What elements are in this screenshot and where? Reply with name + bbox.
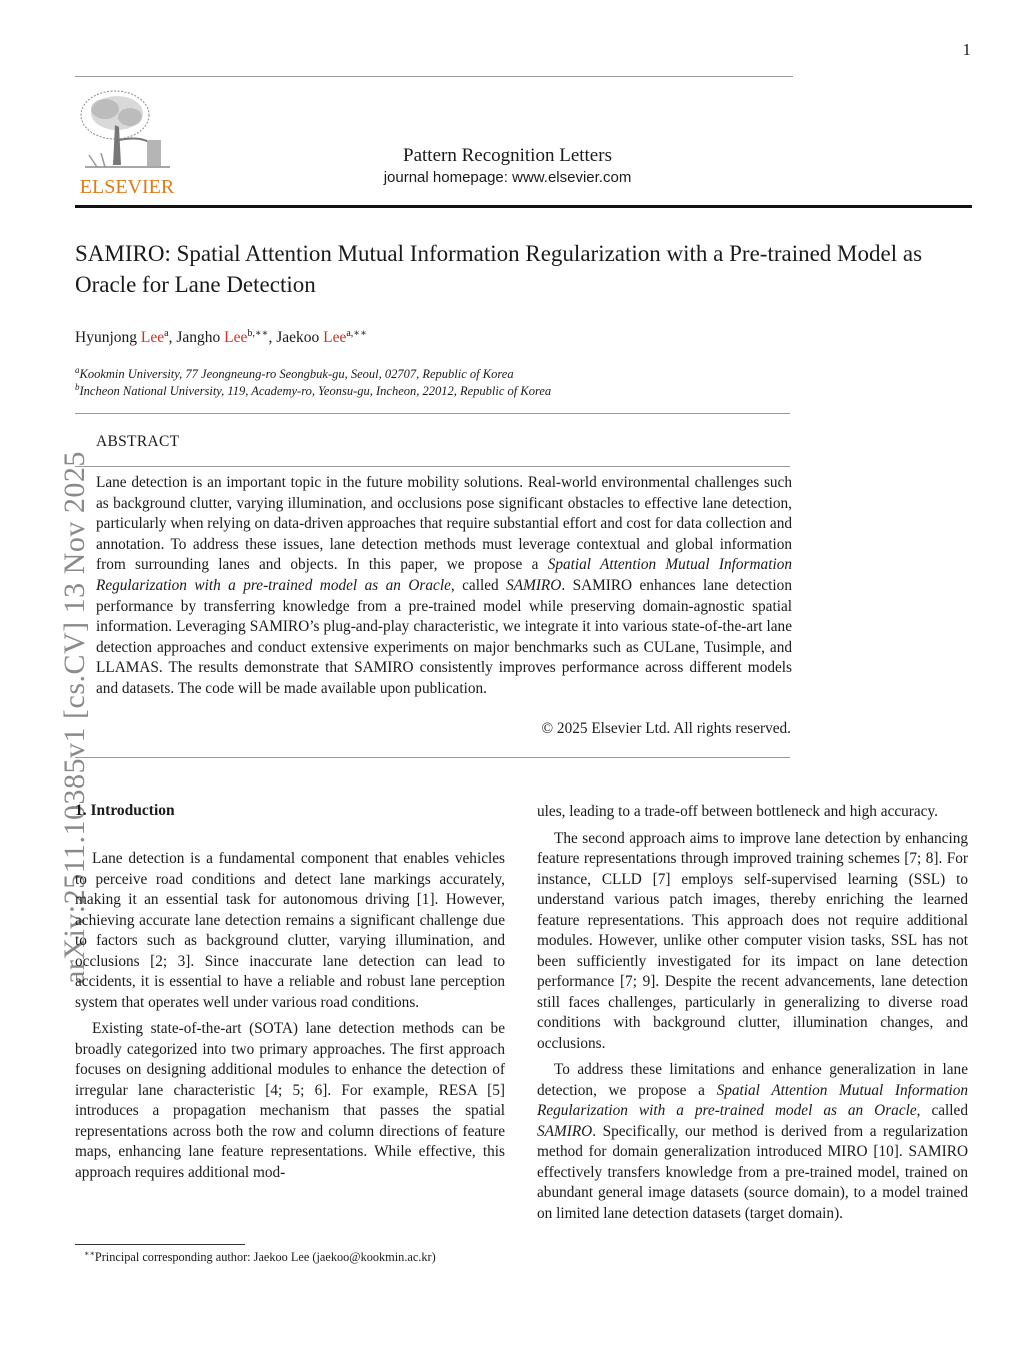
journal-name: Pattern Recognition Letters: [403, 145, 612, 166]
author-sup: a,∗∗: [346, 328, 367, 339]
affiliation-text: Kookmin University, 77 Jeongneung-ro Seongbuk-gu, Seoul, 02707, Republic of Korea: [79, 367, 514, 382]
author-last[interactable]: Lee: [224, 329, 248, 347]
author-list: Hyunjong Lee$^a$, Jangho Lee$^{b,∗∗}$, Jaekoo Lee$^{a,∗∗}$: [75, 328, 367, 347]
affiliation-sup: b: [75, 382, 80, 392]
paragraph: Existing state-of-the-art (SOTA) lane detection methods can be broadly categorized into two primary approaches. The first approach focuses on designing additional modules to enhance the detection of irregular lane characteristic [4; 5; 6]. For example, RESA [5] introduces a propagation mechanism that passes the spatial representations across both the row and column directions of feature maps, enhancing lane feature representations. While effective, this approach requires additional mod-: [75, 1020, 505, 1181]
author-first: Hyunjong: [75, 329, 137, 347]
affiliation-b: [75, 382, 551, 399]
affiliation-text: Incheon National University, 119, Academy-ro, Yeonsu-gu, Incheon, 22012, Republic of Korea: [79, 384, 552, 399]
author-sup: b,∗∗: [247, 328, 269, 339]
journal-header: [75, 145, 940, 186]
abstract-mid-rule: [75, 466, 790, 467]
abstract-body: Lane detection is an important topic in the future mobility solutions. Real-world environmental challenges such as background clutter, varying illumination, and occlusions pose significant obstacles to effective lane detection, particularly when relying on data-driven approaches that require substantial effort and cost for data collection and annotation. To address these issues, lane detection methods must leverage contextual and global information from surrounding lanes and objects. In this paper, we propose a Spatial Attention Mutual Information Regularization with a pre-trained model as an Oracle, called SAMIRO. SAMIRO enhances lane detection performance by transferring knowledge from a pre-trained model while preserving domain-agnostic spatial information. Leveraging SAMIRO’s plug-and-play characteristic, we integrate it into various state-of-the-art lane detection approaches and conduct extensive experiments on major benchmarks such as CULane, Tusimple, and LLAMAS. The results demonstrate that SAMIRO consistently improves performance across different models and datasets. The code will be made available upon publication.: [96, 474, 792, 697]
left-column: [75, 849, 505, 1183]
paragraph: Lane detection is a fundamental component that enables vehicles to perceive road conditions and detect lane markings accurately, making it an essential task for autonomous driving [1]. However, achieving accurate lane detection remains a significant challenge due to factors such as background clutter, varying illumination, and occlusions [2; 3]. Since inaccurate lane detection can lead to accidents, it is essential to have a reliable and robust lane perception system that operates well under various road conditions.: [75, 850, 505, 1011]
abstract-emphasis: SAMIRO: [506, 576, 562, 594]
abstract-emphasis: Spatial Attention Mutual Information Regularization with a pre-trained model as an Oracle: [96, 556, 792, 594]
abstract-heading: ABSTRACT: [96, 433, 180, 450]
paragraph: To address these limitations and enhance generalization in lane detection, we propose a Spatial Attention Mutual Information Regularization with a pre-trained model as an Oracle, called SAMIRO. Specifically, our method is derived from a regularization method for domain generalization introduced MIRO [10]. SAMIRO effectively transfers knowledge from a pre-trained model, trained on abundant general image datasets (source domain), to a model trained on limited lane detection datasets (target domain).: [537, 1061, 968, 1222]
footnote-marker: ∗∗: [84, 1249, 95, 1258]
footnote: [84, 1249, 436, 1265]
paragraph: The second approach aims to improve lane detection by enhancing feature representations through improved training schemes [7; 8]. For instance, CLLD [7] employs self-supervised learning (SSL) to understand various patch images, thereby enriching the learned feature representations. This approach does not require additional modules. However, unlike other computer vision tasks, SSL has not been sufficiently investigated for its impact on lane detection performance [7; 9]. Despite the recent advancements, lane detection still faces challenges, particularly in generalizing to diverse road conditions with background clutter, illumination changes, and occlusions.: [537, 829, 968, 1052]
abstract-top-rule: [75, 413, 790, 414]
copyright-notice: © 2025 Elsevier Ltd. All rights reserved.: [541, 720, 791, 737]
paragraph: ules, leading to a trade-off between bottleneck and high accuracy.: [537, 803, 938, 820]
author-last[interactable]: Lee: [323, 329, 347, 347]
right-column: [537, 802, 968, 1224]
page-number: 1: [962, 40, 971, 59]
header-rule: [75, 76, 793, 77]
affiliation-a: [75, 365, 514, 382]
author-first: Jangho: [176, 329, 221, 347]
header-thick-rule: [75, 205, 972, 208]
journal-homepage[interactable]: journal homepage: www.elsevier.com: [383, 169, 632, 186]
abstract-bottom-rule: [75, 757, 790, 758]
footnote-text: Principal corresponding author: Jaekoo Lee (jaekoo@kookmin.ac.kr): [94, 1250, 436, 1265]
section-heading: 1. Introduction: [75, 802, 175, 819]
svg-text:ELSEVIER: ELSEVIER: [79, 176, 175, 198]
author-sup: a: [164, 328, 169, 339]
paper-title: SAMIRO: Spatial Attention Mutual Information Regularization with a Pre-trained Model as Oracle for Lane Detection: [75, 241, 923, 297]
author-first: Jaekoo: [276, 329, 320, 347]
affiliation-sup: a: [75, 365, 80, 375]
arxiv-stamp: arXiv:2511.10385v1 [cs.CV] 13 Nov 2025: [58, 451, 91, 984]
footnote-rule: [75, 1244, 245, 1245]
author-last[interactable]: Lee: [140, 329, 165, 347]
